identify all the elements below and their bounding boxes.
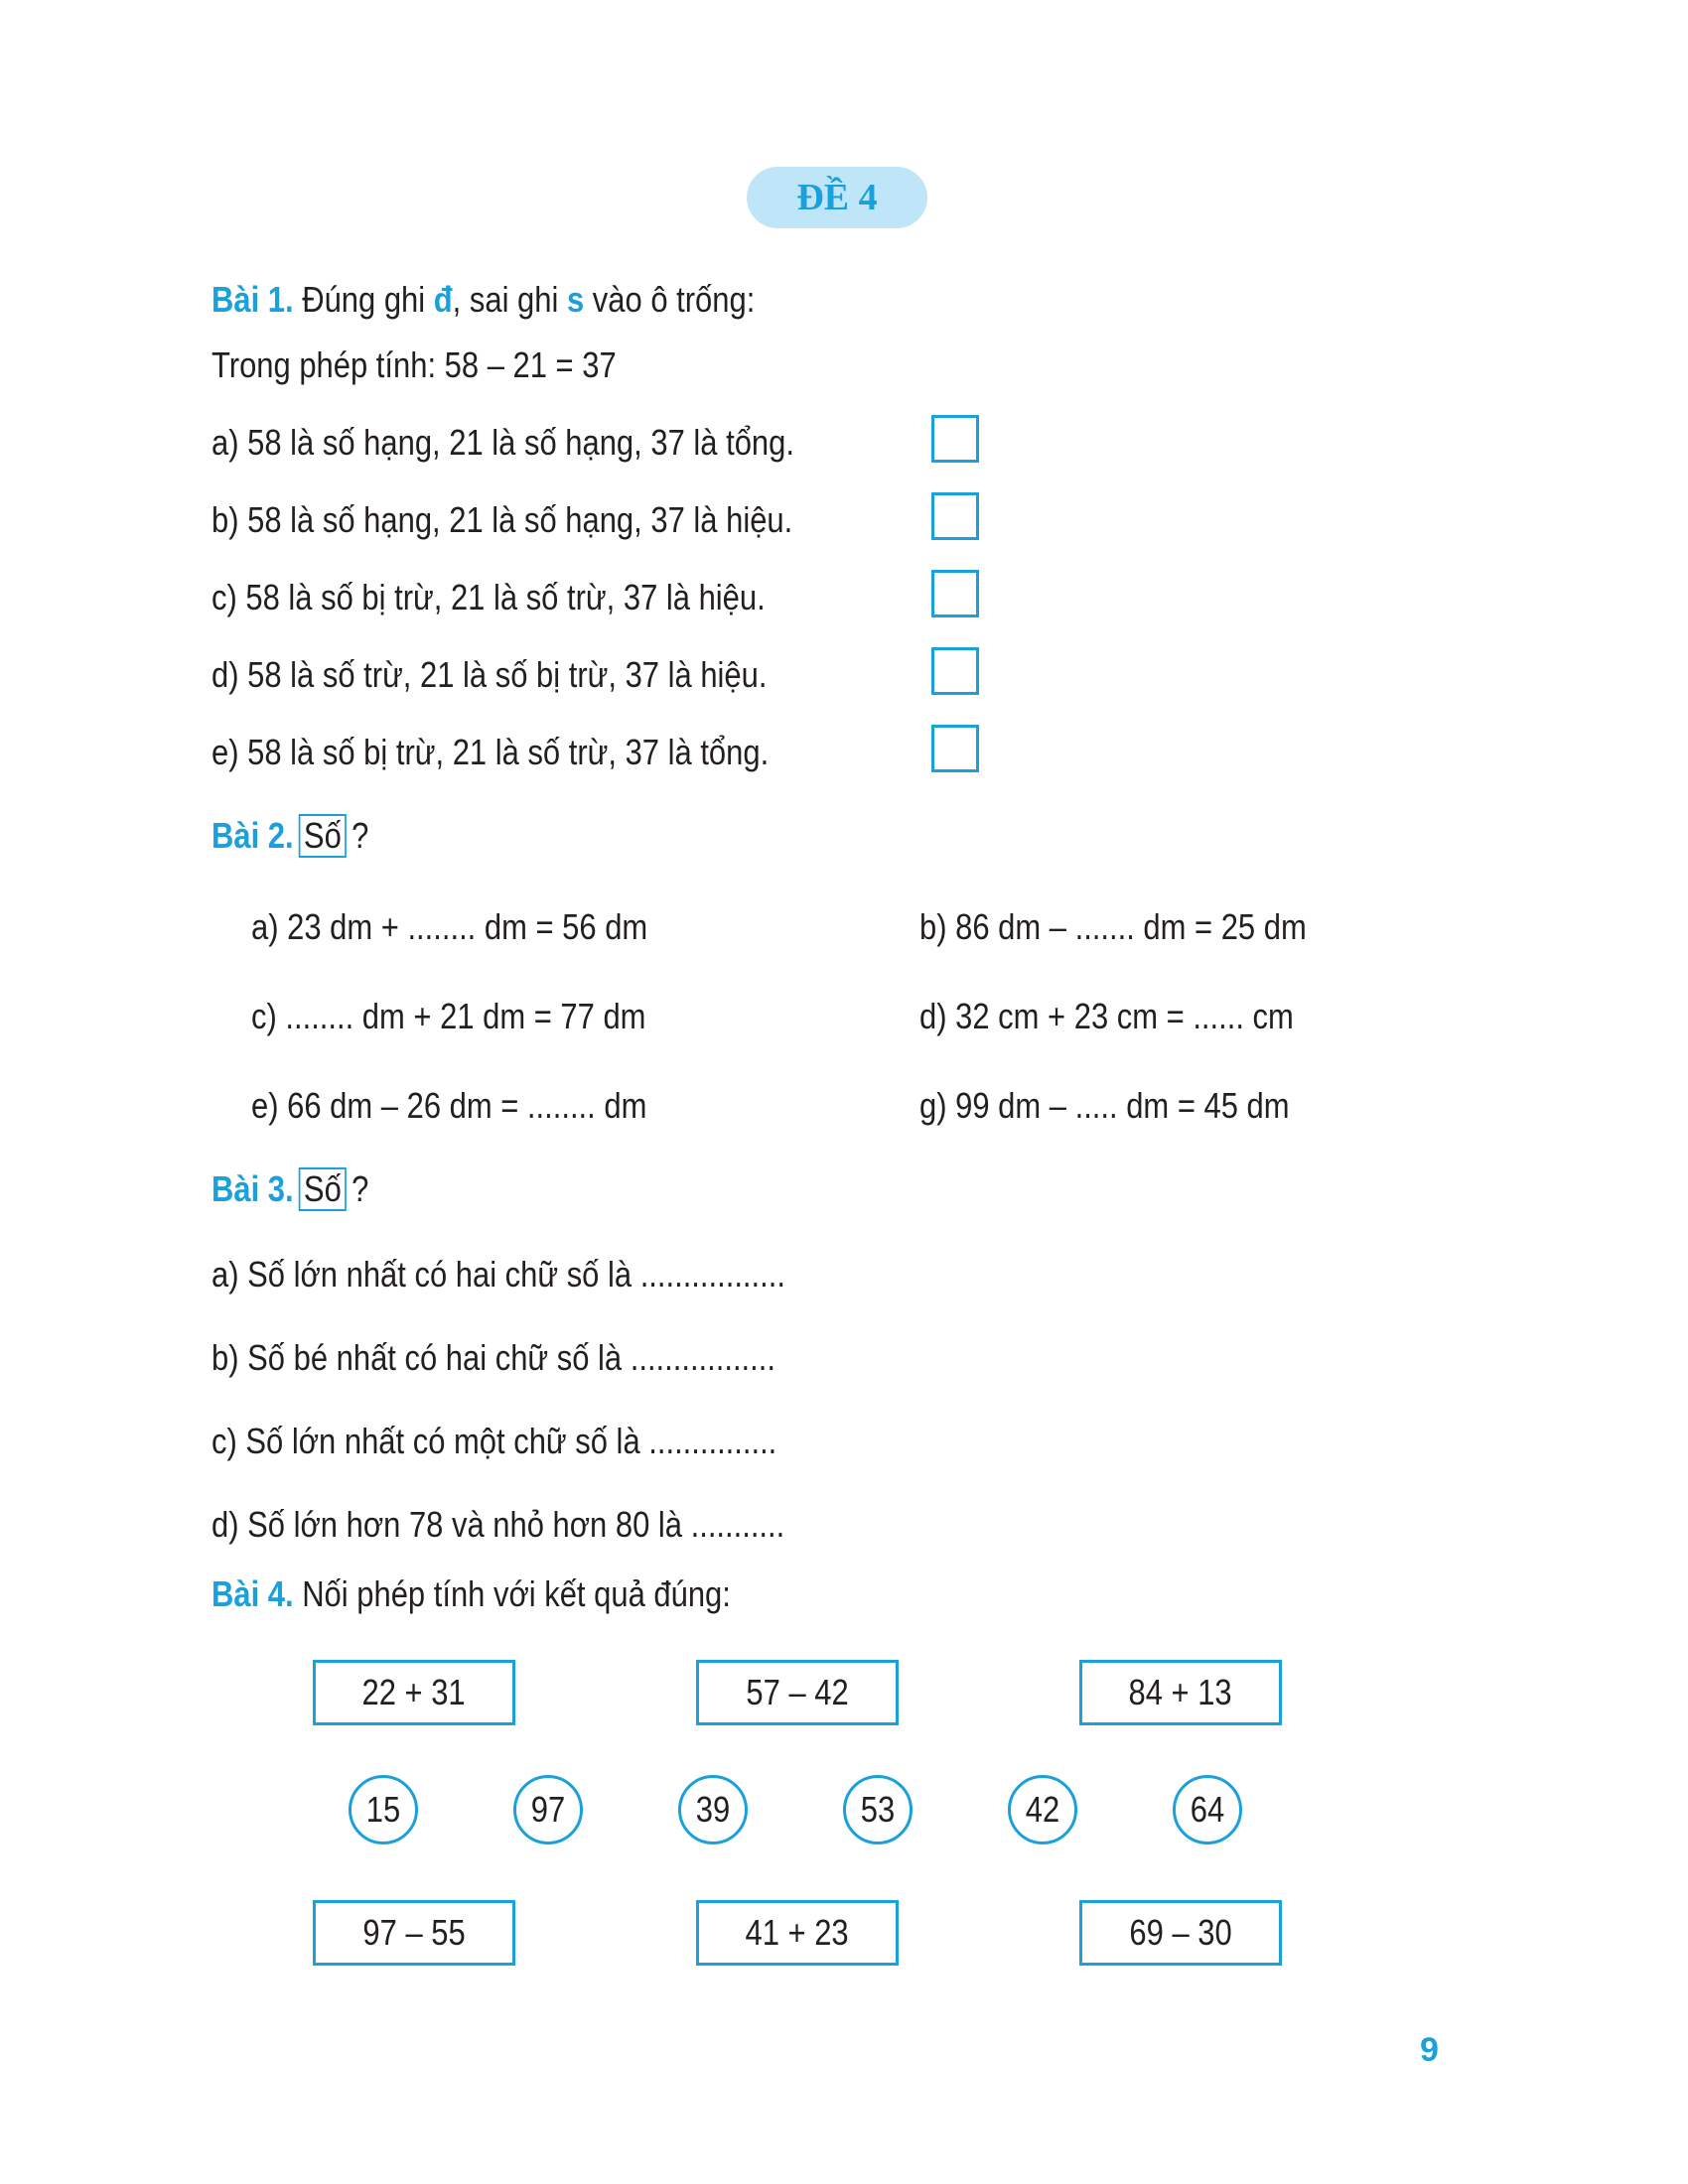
expr-text: 57 – 42 [746,1672,849,1712]
result-text: 42 [1025,1789,1060,1830]
answer-box-b[interactable] [931,492,979,540]
expr-box[interactable] [313,1900,515,1966]
result-circle[interactable] [513,1775,583,1844]
bai3-item-c: c) Số lớn nhất có một chữ số là ............... [211,1421,777,1461]
expr-text: 97 – 55 [362,1912,466,1953]
bai2-label: Bài 2. [211,815,294,856]
bai1-d-mark: đ [433,279,453,320]
result-text: 53 [860,1789,896,1830]
bai4-instr: Nối phép tính với kết quả đúng: [293,1573,731,1614]
result-text: 39 [695,1789,731,1830]
result-text: 97 [530,1789,566,1830]
bai4-label: Bài 4. [211,1573,294,1614]
bai1-item-e: e) 58 là số bị trừ, 21 là số trừ, 37 là tổng. [211,732,770,772]
expr-box[interactable] [313,1660,515,1725]
result-text: 15 [365,1789,401,1830]
page-title: ĐỀ 4 [747,167,927,228]
expr-text: 69 – 30 [1129,1912,1232,1953]
bai3-label: Bài 3. [211,1168,294,1209]
bai1-label: Bài 1. [211,279,294,320]
expr-box[interactable] [1079,1660,1282,1725]
question-mark: ? [352,1168,369,1209]
bai1-heading [211,278,755,322]
bai2-item-e: e) 66 dm – 26 dm = ........ dm [251,1085,647,1126]
expr-text: 84 + 13 [1128,1672,1233,1712]
answer-box-e[interactable] [931,725,979,772]
result-text: 64 [1190,1789,1225,1830]
question-mark: ? [352,815,369,856]
page-number: 9 [1420,2031,1439,2069]
bai1-s-mark: s [566,279,585,320]
result-circle[interactable] [1173,1775,1242,1844]
result-circle[interactable] [1008,1775,1077,1844]
bai1-instr-post: vào ô trống: [584,279,756,320]
answer-box-d[interactable] [931,647,979,695]
bai4-heading [211,1572,731,1616]
bai2-item-g: g) 99 dm – ..... dm = 45 dm [919,1085,1290,1126]
expr-box[interactable] [1079,1900,1282,1966]
bai3-item-d: d) Số lớn hơn 78 và nhỏ hơn 80 là ........... [211,1504,785,1545]
so-box: Số [299,814,347,858]
bai2-heading [211,814,368,858]
expr-text: 22 + 31 [361,1672,467,1712]
bai2-item-c: c) ........ dm + 21 dm = 77 dm [251,996,646,1036]
bai1-context: Trong phép tính: 58 – 21 = 37 [211,344,617,385]
bai1-instr-mid: , sai ghi [452,279,567,320]
bai1-item-c: c) 58 là số bị trừ, 21 là số trừ, 37 là hiệu. [211,577,766,617]
bai3-item-a: a) Số lớn nhất có hai chữ số là ................. [211,1254,785,1295]
so-box: Số [299,1167,347,1211]
bai2-item-b: b) 86 dm – ....... dm = 25 dm [919,906,1307,947]
bai2-item-d: d) 32 cm + 23 cm = ...... cm [919,996,1294,1036]
bai3-heading [211,1167,368,1211]
answer-box-c[interactable] [931,570,979,617]
bai1-item-b: b) 58 là số hạng, 21 là số hạng, 37 là hiệu. [211,499,793,540]
bai2-item-a: a) 23 dm + ........ dm = 56 dm [251,906,648,947]
expr-box[interactable] [696,1900,899,1966]
bai1-item-d: d) 58 là số trừ, 21 là số bị trừ, 37 là hiệu. [211,654,768,695]
expr-text: 41 + 23 [745,1912,850,1953]
result-circle[interactable] [349,1775,418,1844]
result-circle[interactable] [843,1775,913,1844]
bai1-item-a: a) 58 là số hạng, 21 là số hạng, 37 là tổng. [211,422,794,463]
expr-box[interactable] [696,1660,899,1725]
answer-box-a[interactable] [931,415,979,463]
bai3-item-b: b) Số bé nhất có hai chữ số là ................. [211,1337,775,1378]
result-circle[interactable] [678,1775,748,1844]
bai1-instr-pre: Đúng ghi [302,279,434,320]
